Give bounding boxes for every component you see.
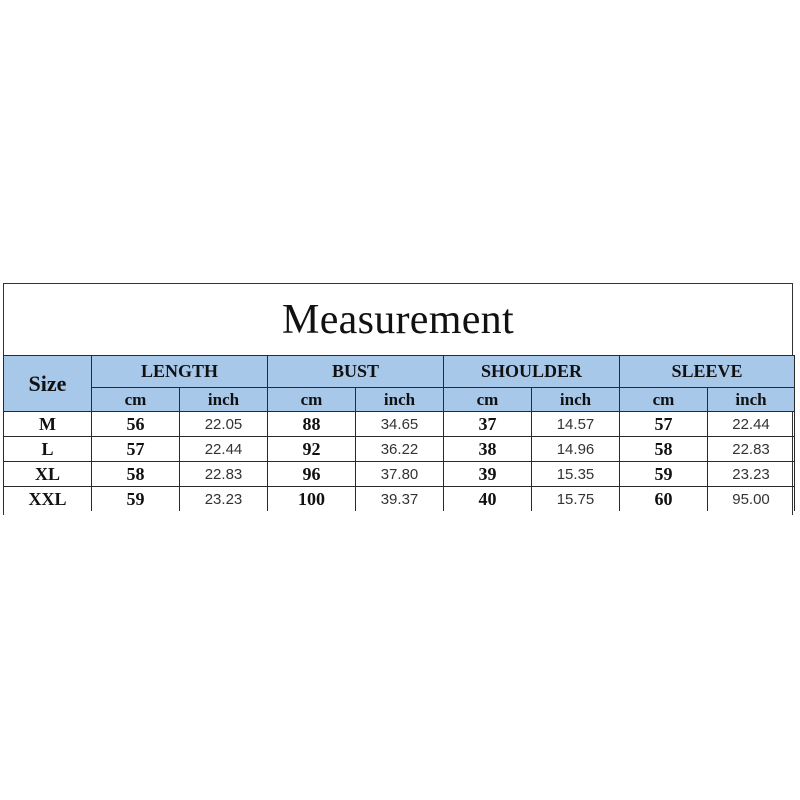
shoulder-inch-cell: 15.35 xyxy=(532,462,620,487)
table-row xyxy=(4,437,795,462)
length-inch-cell: 22.44 xyxy=(180,437,268,462)
group-header-bust: BUST xyxy=(268,356,444,388)
unit-header-cm: cm xyxy=(444,388,532,412)
bust-cm-cell: 88 xyxy=(268,412,356,437)
unit-header-inch: inch xyxy=(708,388,795,412)
unit-header-cm: cm xyxy=(620,388,708,412)
shoulder-inch-cell: 14.57 xyxy=(532,412,620,437)
table-row xyxy=(4,412,795,437)
shoulder-inch-cell: 14.96 xyxy=(532,437,620,462)
bust-inch-cell: 34.65 xyxy=(356,412,444,437)
length-inch-cell: 22.05 xyxy=(180,412,268,437)
group-header-length: LENGTH xyxy=(92,356,268,388)
unit-header-inch: inch xyxy=(356,388,444,412)
unit-header-cm: cm xyxy=(92,388,180,412)
sleeve-inch-cell: 22.83 xyxy=(708,437,795,462)
bust-cm-cell: 100 xyxy=(268,487,356,512)
table-row xyxy=(4,462,795,487)
bust-inch-cell: 39.37 xyxy=(356,487,444,512)
group-header-shoulder: SHOULDER xyxy=(444,356,620,388)
length-cm-cell: 57 xyxy=(92,437,180,462)
shoulder-cm-cell: 40 xyxy=(444,487,532,512)
sleeve-cm-cell: 60 xyxy=(620,487,708,512)
bust-inch-cell: 36.22 xyxy=(356,437,444,462)
size-cell: XL xyxy=(4,462,92,487)
unit-header-inch: inch xyxy=(532,388,620,412)
size-cell: XXL xyxy=(4,487,92,512)
bust-inch-cell: 37.80 xyxy=(356,462,444,487)
size-chart xyxy=(3,283,793,515)
shoulder-inch-cell: 15.75 xyxy=(532,487,620,512)
sleeve-cm-cell: 57 xyxy=(620,412,708,437)
sleeve-inch-cell: 22.44 xyxy=(708,412,795,437)
table-row xyxy=(4,487,795,512)
sleeve-inch-cell: 95.00 xyxy=(708,487,795,512)
length-cm-cell: 58 xyxy=(92,462,180,487)
shoulder-cm-cell: 38 xyxy=(444,437,532,462)
shoulder-cm-cell: 39 xyxy=(444,462,532,487)
group-header-sleeve: SLEEVE xyxy=(620,356,795,388)
size-cell: M xyxy=(4,412,92,437)
size-cell: L xyxy=(4,437,92,462)
group-header-row xyxy=(4,356,795,388)
bust-cm-cell: 96 xyxy=(268,462,356,487)
chart-title: Measurement xyxy=(282,296,514,343)
shoulder-cm-cell: 37 xyxy=(444,412,532,437)
length-cm-cell: 56 xyxy=(92,412,180,437)
length-cm-cell: 59 xyxy=(92,487,180,512)
unit-header-row xyxy=(4,388,795,412)
bust-cm-cell: 92 xyxy=(268,437,356,462)
sleeve-cm-cell: 59 xyxy=(620,462,708,487)
measurement-table xyxy=(3,355,795,511)
unit-header-cm: cm xyxy=(268,388,356,412)
unit-header-inch: inch xyxy=(180,388,268,412)
sleeve-inch-cell: 23.23 xyxy=(708,462,795,487)
length-inch-cell: 23.23 xyxy=(180,487,268,512)
size-column-header: Size xyxy=(4,356,92,412)
length-inch-cell: 22.83 xyxy=(180,462,268,487)
sleeve-cm-cell: 58 xyxy=(620,437,708,462)
